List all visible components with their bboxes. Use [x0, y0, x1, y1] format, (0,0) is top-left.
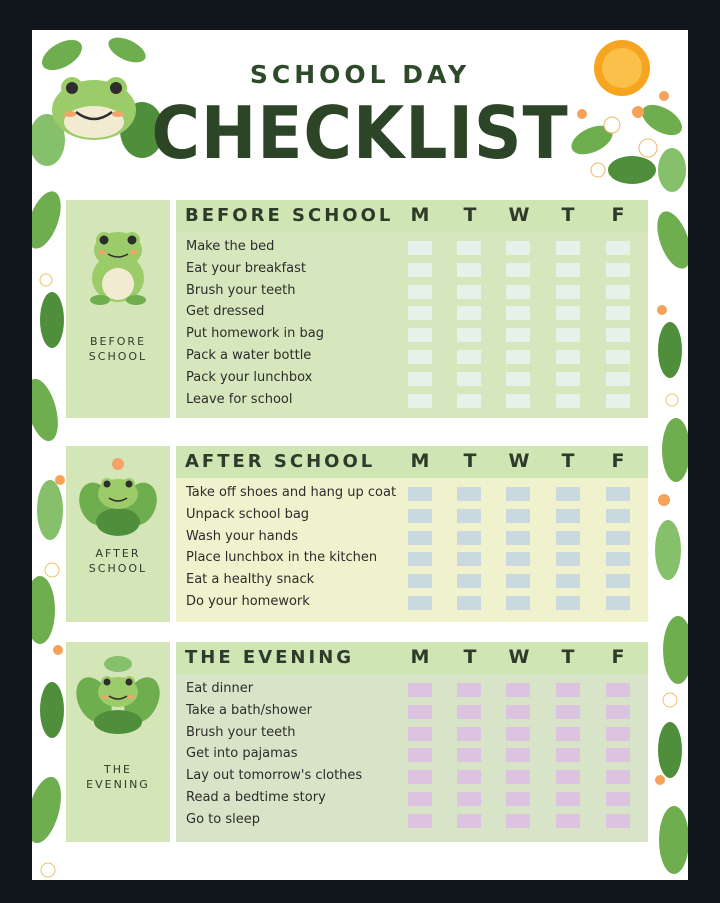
checkbox-thursday[interactable] [556, 792, 580, 806]
checkbox-monday[interactable] [408, 705, 432, 719]
day-header-thursday: T [561, 646, 575, 668]
frog-icon [76, 652, 160, 736]
checkbox-friday[interactable] [606, 285, 630, 299]
checkbox-tuesday[interactable] [457, 487, 481, 501]
day-header-wednesday: W [508, 646, 530, 668]
task-row [176, 548, 648, 570]
checkbox-monday[interactable] [408, 531, 432, 545]
checkbox-monday[interactable] [408, 727, 432, 741]
task-label: Place lunchbox in the kitchen [186, 550, 378, 566]
section-the-evening [66, 642, 648, 842]
checkbox-wednesday[interactable] [506, 792, 530, 806]
checkbox-wednesday[interactable] [506, 705, 530, 719]
checkbox-monday[interactable] [408, 552, 432, 566]
checkbox-tuesday[interactable] [457, 683, 481, 697]
checkbox-friday[interactable] [606, 263, 630, 277]
checkbox-tuesday[interactable] [457, 574, 481, 588]
checkbox-thursday[interactable] [556, 487, 580, 501]
task-row [176, 483, 648, 505]
checkbox-friday[interactable] [606, 394, 630, 408]
day-header-wednesday: W [508, 204, 530, 226]
checkbox-thursday[interactable] [556, 394, 580, 408]
task-label: Unpack school bag [186, 506, 310, 522]
checkbox-wednesday[interactable] [506, 531, 530, 545]
frog-icon [76, 454, 160, 538]
task-label: Get into pajamas [186, 746, 298, 762]
checkbox-wednesday[interactable] [506, 241, 530, 255]
day-header-tuesday: T [463, 646, 477, 668]
task-label: Pack a water bottle [186, 348, 312, 363]
task-row [176, 527, 648, 549]
checkbox-tuesday[interactable] [457, 814, 481, 828]
checkbox-thursday[interactable] [556, 241, 580, 255]
checkbox-wednesday[interactable] [506, 306, 530, 320]
checkbox-thursday[interactable] [556, 552, 580, 566]
checkbox-monday[interactable] [408, 814, 432, 828]
checkbox-friday[interactable] [606, 792, 630, 806]
side-label: THE EVENING [86, 763, 150, 791]
section-title: AFTER SCHOOL [185, 451, 376, 472]
checkbox-thursday[interactable] [556, 705, 580, 719]
checkbox-tuesday[interactable] [457, 394, 481, 408]
checkbox-friday[interactable] [606, 328, 630, 342]
checkbox-friday[interactable] [606, 552, 630, 566]
checkbox-tuesday[interactable] [457, 328, 481, 342]
checkbox-thursday[interactable] [556, 683, 580, 697]
task-label: Eat dinner [186, 681, 254, 696]
task-label: Do your homework [186, 594, 310, 609]
task-list [176, 674, 648, 842]
checkbox-monday[interactable] [408, 509, 432, 523]
checkbox-tuesday[interactable] [457, 509, 481, 523]
task-label: Go to sleep [186, 811, 260, 827]
checkbox-monday[interactable] [408, 596, 432, 610]
checkbox-wednesday[interactable] [506, 328, 530, 342]
task-list [176, 232, 648, 418]
checkbox-tuesday[interactable] [457, 306, 481, 320]
checkbox-thursday[interactable] [556, 574, 580, 588]
side-label: BEFORE SCHOOL [88, 335, 148, 363]
checkbox-monday[interactable] [408, 770, 432, 784]
task-row [176, 237, 648, 259]
checkbox-thursday[interactable] [556, 328, 580, 342]
task-row [176, 346, 648, 368]
checklist-page [32, 30, 688, 880]
checkbox-wednesday[interactable] [506, 574, 530, 588]
task-row [176, 592, 648, 614]
checkbox-tuesday[interactable] [457, 531, 481, 545]
section-header [176, 446, 648, 478]
section-after-school [66, 446, 648, 622]
checkbox-wednesday[interactable] [506, 372, 530, 386]
task-row [176, 368, 648, 390]
task-row [176, 744, 648, 766]
checkbox-wednesday[interactable] [506, 814, 530, 828]
checkbox-thursday[interactable] [556, 531, 580, 545]
task-label: Brush your teeth [186, 282, 296, 298]
checkbox-wednesday[interactable] [506, 683, 530, 697]
task-label: Take a bath/shower [186, 702, 312, 718]
checkbox-friday[interactable] [606, 748, 630, 762]
section-title: BEFORE SCHOOL [185, 205, 394, 226]
day-header-friday: F [611, 450, 625, 472]
checkbox-monday[interactable] [408, 350, 432, 364]
checkbox-monday[interactable] [408, 748, 432, 762]
checkbox-monday[interactable] [408, 372, 432, 386]
checkbox-tuesday[interactable] [457, 241, 481, 255]
checkbox-wednesday[interactable] [506, 350, 530, 364]
frog-icon [80, 222, 156, 306]
checkbox-friday[interactable] [606, 770, 630, 784]
checkbox-friday[interactable] [606, 306, 630, 320]
day-header-friday: F [611, 646, 625, 668]
task-label: Eat a healthy snack [186, 572, 315, 588]
day-header-tuesday: T [463, 204, 477, 226]
task-row [176, 701, 648, 723]
title-checklist: CHECKLIST [151, 91, 569, 175]
day-header-monday: M [410, 646, 430, 668]
checkbox-tuesday[interactable] [457, 372, 481, 386]
task-row [176, 766, 648, 788]
side-panel [66, 200, 170, 418]
section-title: THE EVENING [185, 647, 355, 668]
checkbox-thursday[interactable] [556, 306, 580, 320]
task-row [176, 723, 648, 745]
side-label: AFTER SCHOOL [88, 547, 148, 575]
checkbox-tuesday[interactable] [457, 727, 481, 741]
side-panel [66, 642, 170, 842]
checkbox-wednesday[interactable] [506, 770, 530, 784]
checkbox-monday[interactable] [408, 394, 432, 408]
task-row [176, 281, 648, 303]
checkbox-friday[interactable] [606, 705, 630, 719]
task-row [176, 259, 648, 281]
checkbox-thursday[interactable] [556, 596, 580, 610]
task-row [176, 324, 648, 346]
task-list [176, 478, 648, 622]
task-row [176, 570, 648, 592]
checkbox-monday[interactable] [408, 263, 432, 277]
day-header-wednesday: W [508, 450, 530, 472]
checkbox-friday[interactable] [606, 531, 630, 545]
checkbox-wednesday[interactable] [506, 394, 530, 408]
day-header-monday: M [410, 204, 430, 226]
checkbox-friday[interactable] [606, 241, 630, 255]
day-header-monday: M [410, 450, 430, 472]
checkbox-wednesday[interactable] [506, 509, 530, 523]
section-header [176, 642, 648, 674]
task-label: Put homework in bag [186, 326, 324, 342]
day-header-friday: F [611, 204, 625, 226]
checkbox-wednesday[interactable] [506, 263, 530, 277]
checkbox-monday[interactable] [408, 683, 432, 697]
checkbox-friday[interactable] [606, 372, 630, 386]
checkbox-wednesday[interactable] [506, 285, 530, 299]
checkbox-tuesday[interactable] [457, 748, 481, 762]
title-school-day: SCHOOL DAY [249, 60, 471, 89]
side-panel [66, 446, 170, 622]
task-row [176, 505, 648, 527]
checkbox-tuesday[interactable] [457, 552, 481, 566]
checkbox-tuesday[interactable] [457, 596, 481, 610]
checkbox-friday[interactable] [606, 596, 630, 610]
checkbox-monday[interactable] [408, 285, 432, 299]
task-row [176, 788, 648, 810]
checkbox-wednesday[interactable] [506, 487, 530, 501]
checkbox-thursday[interactable] [556, 285, 580, 299]
checkbox-friday[interactable] [606, 727, 630, 741]
checkbox-thursday[interactable] [556, 770, 580, 784]
checkbox-wednesday[interactable] [506, 748, 530, 762]
checkbox-thursday[interactable] [556, 814, 580, 828]
foliage-left-decoration [32, 180, 70, 880]
task-label: Make the bed [186, 239, 275, 254]
task-row [176, 810, 648, 832]
task-label: Pack your lunchbox [186, 369, 313, 385]
checkbox-wednesday[interactable] [506, 552, 530, 566]
checkbox-thursday[interactable] [556, 748, 580, 762]
task-label: Wash your hands [186, 528, 298, 544]
checkbox-tuesday[interactable] [457, 263, 481, 277]
checkbox-tuesday[interactable] [457, 705, 481, 719]
checkbox-friday[interactable] [606, 509, 630, 523]
checkbox-thursday[interactable] [556, 350, 580, 364]
task-label: Brush your teeth [186, 724, 296, 740]
checkbox-wednesday[interactable] [506, 596, 530, 610]
section-before-school [66, 200, 648, 418]
checkbox-tuesday[interactable] [457, 285, 481, 299]
checkbox-thursday[interactable] [556, 372, 580, 386]
checkbox-monday[interactable] [408, 241, 432, 255]
task-label: Eat your breakfast [186, 260, 306, 276]
checkbox-monday[interactable] [408, 487, 432, 501]
day-header-thursday: T [561, 204, 575, 226]
checkbox-thursday[interactable] [556, 727, 580, 741]
foliage-right-decoration [650, 180, 688, 880]
task-row [176, 302, 648, 324]
checkbox-friday[interactable] [606, 350, 630, 364]
task-label: Take off shoes and hang up coat [186, 485, 397, 500]
section-header [176, 200, 648, 232]
checkbox-friday[interactable] [606, 487, 630, 501]
checkbox-tuesday[interactable] [457, 770, 481, 784]
task-label: Get dressed [186, 304, 265, 320]
task-label: Leave for school [186, 391, 293, 407]
task-row [176, 679, 648, 701]
task-row [176, 390, 648, 412]
task-label: Lay out tomorrow's clothes [186, 768, 363, 784]
day-header-tuesday: T [463, 450, 477, 472]
checkbox-wednesday[interactable] [506, 727, 530, 741]
checkbox-friday[interactable] [606, 574, 630, 588]
checkbox-thursday[interactable] [556, 263, 580, 277]
checkbox-monday[interactable] [408, 306, 432, 320]
checkbox-monday[interactable] [408, 792, 432, 806]
checkbox-friday[interactable] [606, 814, 630, 828]
checkbox-monday[interactable] [408, 328, 432, 342]
task-label: Read a bedtime story [186, 790, 326, 805]
checkbox-tuesday[interactable] [457, 350, 481, 364]
checkbox-friday[interactable] [606, 683, 630, 697]
checkbox-monday[interactable] [408, 574, 432, 588]
checkbox-tuesday[interactable] [457, 792, 481, 806]
day-header-thursday: T [561, 450, 575, 472]
checkbox-thursday[interactable] [556, 509, 580, 523]
